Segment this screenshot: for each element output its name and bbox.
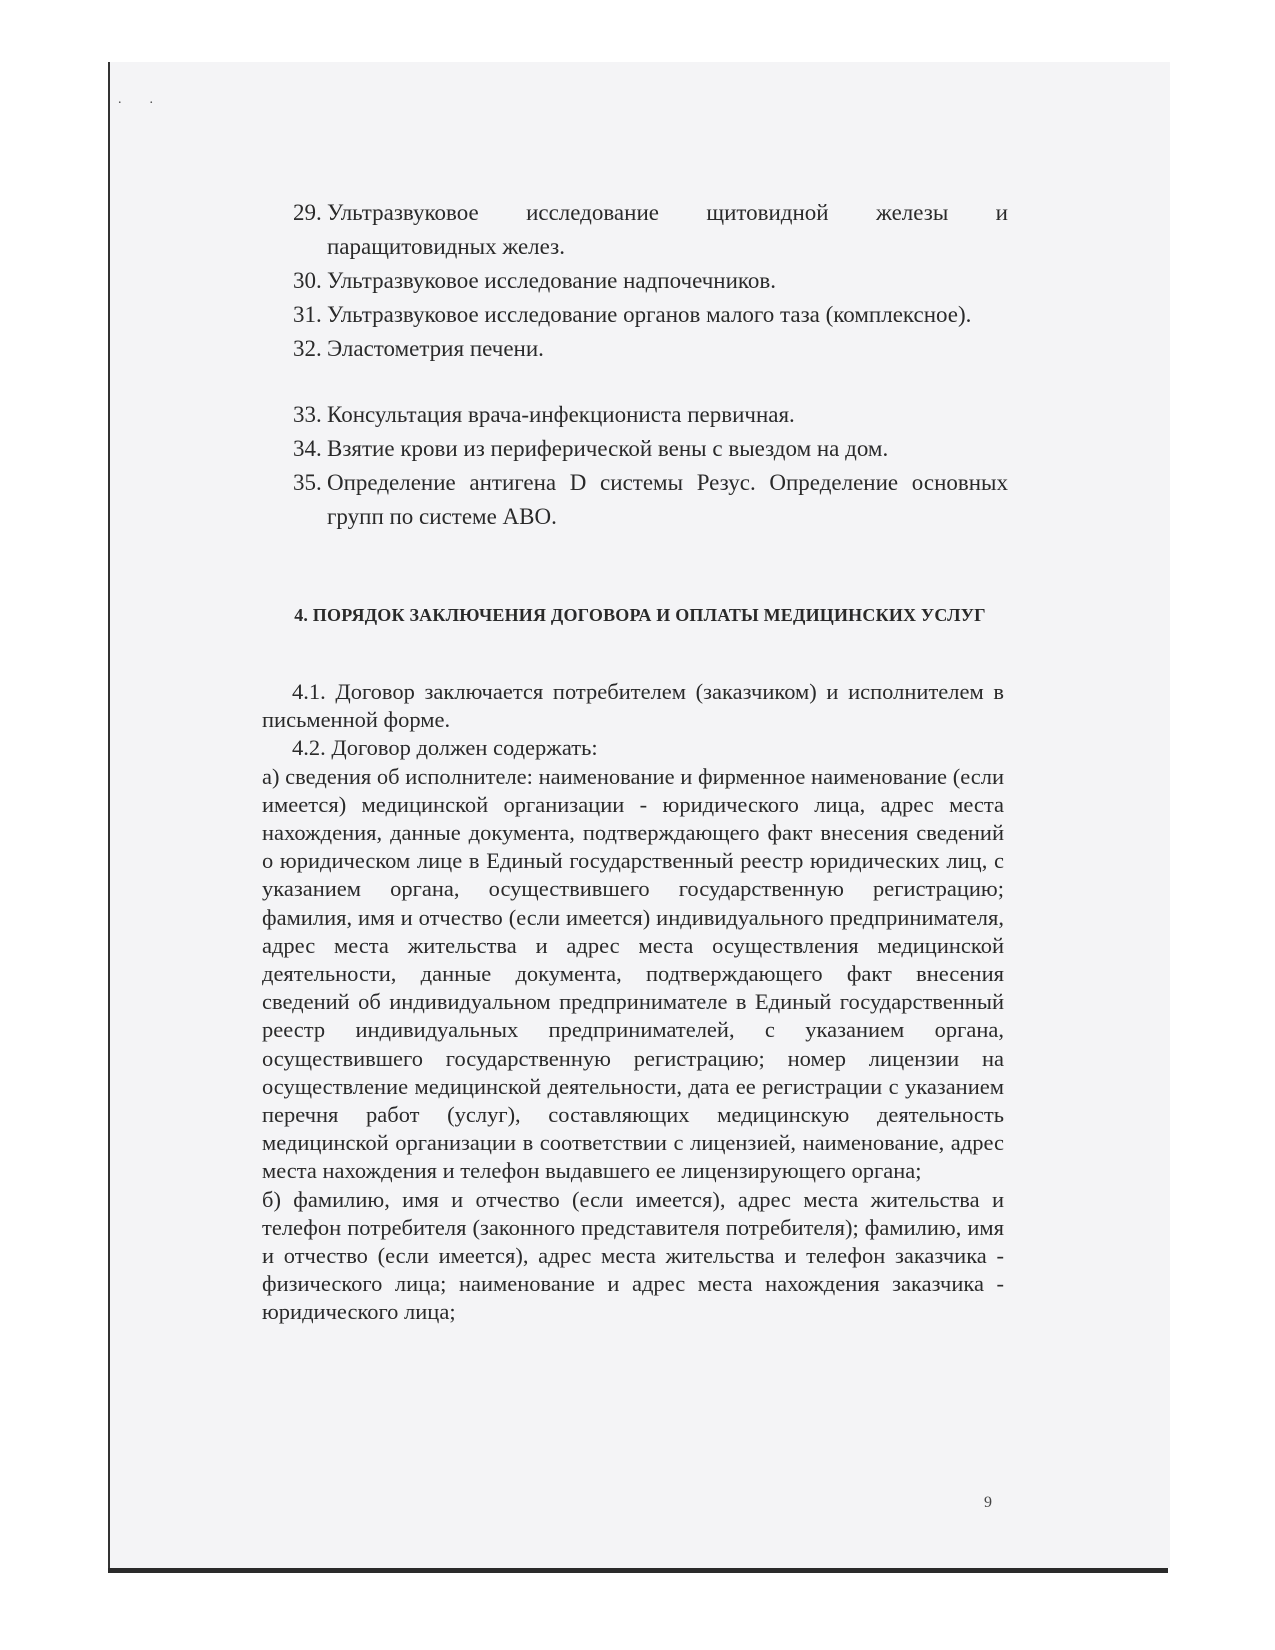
list-item-text: Эластометрия печени. bbox=[327, 336, 544, 361]
list-item bbox=[293, 466, 1008, 534]
services-list bbox=[293, 196, 1008, 534]
section-heading: 4. ПОРЯДОК ЗАКЛЮЧЕНИЯ ДОГОВОРА И ОПЛАТЫ МЕДИЦИНСКИХ УСЛУГ bbox=[294, 605, 986, 625]
list-item-number: 34. bbox=[293, 436, 322, 461]
list-item-text: Взятие крови из периферической вены с выездом на дом. bbox=[327, 436, 889, 461]
list-item bbox=[293, 432, 1008, 466]
paragraph-4-1: 4.1. Договор заключается потребителем (заказчиком) и исполнителем в письменной форме. bbox=[262, 679, 1004, 733]
scan-specks: .. bbox=[118, 92, 181, 107]
list-item bbox=[293, 196, 1008, 264]
list-item-text: Определение антигена D системы Резус. Определение основных групп по системе АВО. bbox=[327, 470, 1008, 529]
paragraph-4-2: 4.2. Договор должен содержать: bbox=[292, 735, 598, 761]
list-item bbox=[293, 264, 1008, 298]
list-item bbox=[293, 332, 1008, 366]
page-left-edge bbox=[108, 62, 110, 1570]
section-body bbox=[262, 678, 1004, 1327]
paragraph-b: б) фамилию, имя и отчество (если имеется), адрес места жительства и телефон потребителя (законного представителя потребителя); фамилию, имя и отчество (если имеется), адрес места жительства и телефон заказчика - физического лица; наименование и адрес места нахождения заказчика - юридического лица; bbox=[262, 1186, 1004, 1325]
list-item-number: 33. bbox=[293, 402, 322, 427]
list-item-text: Ультразвуковое исследование щитовидной железы и паращитовидных желез. bbox=[327, 200, 1008, 259]
list-item-number: 29. bbox=[293, 200, 322, 225]
list-item-text: Ультразвуковое исследование органов малого таза (комплексное). bbox=[327, 302, 972, 327]
list-item-number: 32. bbox=[293, 336, 322, 361]
list-item bbox=[293, 298, 1008, 332]
list-item bbox=[293, 398, 1008, 432]
list-item-number: 31. bbox=[293, 302, 322, 327]
list-item-text: Ультразвуковое исследование надпочечников. bbox=[327, 268, 777, 293]
list-item-number: 30. bbox=[293, 268, 322, 293]
list-item-text: Консультация врача-инфекциониста первичная. bbox=[327, 402, 795, 427]
page-bottom-edge bbox=[108, 1568, 1168, 1573]
page-number: 9 bbox=[984, 1494, 992, 1511]
paragraph-a: а) сведения об исполнителе: наименование и фирменное наименование (если имеется) медицинской организации - юридического лица, адрес места нахождения, данные документа, подтверждающего факт внесения сведений о юридическом лице в Единый государственный реестр юридических лиц, с указанием органа, осуществившего государственную регистрацию; фамилия, имя и отчество (если имеется) индивидуального предпринимателя, адрес места жительства и адрес места осуществления медицинской деятельности, данные документа, подтверждающего факт внесения сведений об индивидуальном предпринимателе в Единый государственный реестр индивидуальных предпринимателей, с указанием органа, осуществившего государственную регистрацию; номер лицензии на осуществление медицинской деятельности, дата ее регистрации с указанием перечня работ (услуг), составляющих медицинскую деятельность медицинской организации в соответствии с лицензией, наименование, адрес места нахождения и телефон выдавшего ее лицензирующего органа; bbox=[262, 763, 1004, 1184]
list-item-number: 35. bbox=[293, 470, 322, 495]
